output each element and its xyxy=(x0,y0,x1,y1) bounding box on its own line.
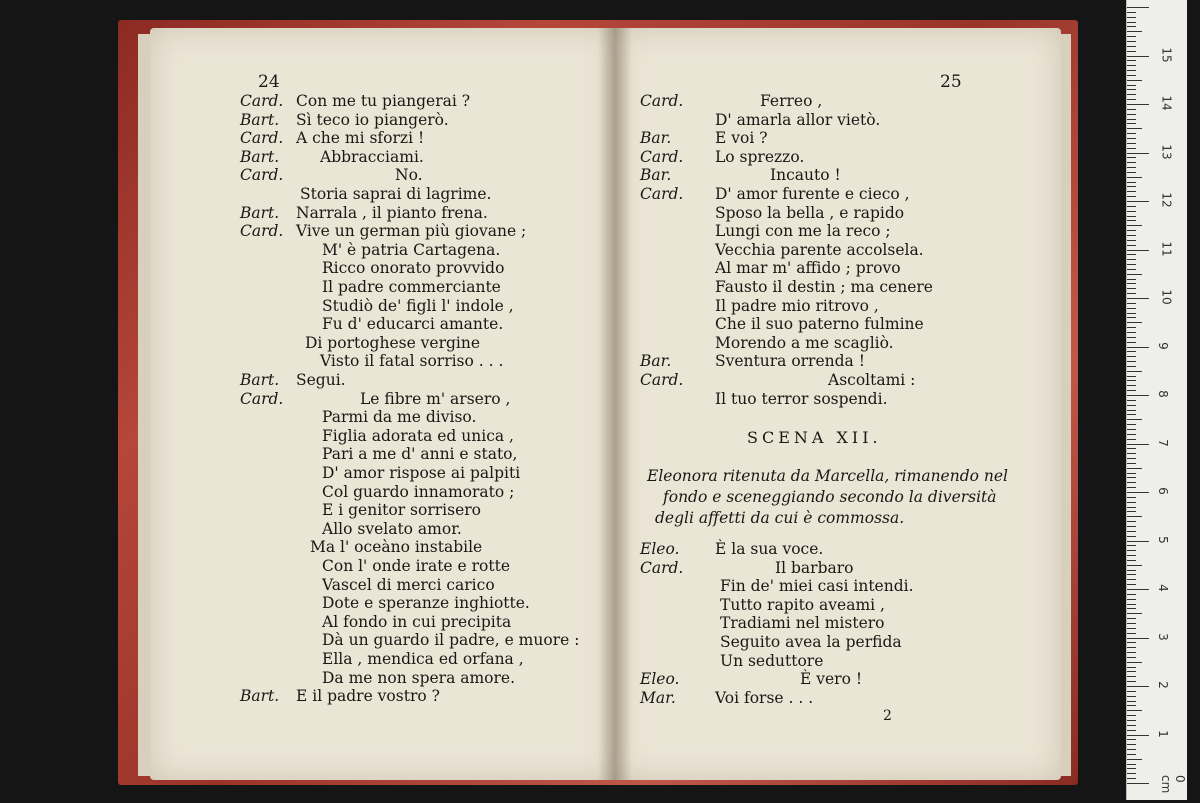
ruler-tick xyxy=(1127,220,1136,221)
ruler-tick xyxy=(1127,764,1136,765)
speaker-label: Card. xyxy=(240,389,284,408)
page-number-right: 25 xyxy=(940,72,962,92)
speaker-label: Eleo. xyxy=(640,670,680,689)
ruler-label: 5 xyxy=(1155,535,1170,544)
ruler-label: 13 xyxy=(1159,143,1174,160)
verse-line: Morendo a me scagliò. xyxy=(715,333,894,352)
ruler-tick xyxy=(1127,710,1142,711)
ruler-tick xyxy=(1127,313,1136,314)
verse-line: Il barbaro xyxy=(775,558,854,577)
stage-direction-line: degli affetti da cui è commossa. xyxy=(655,509,905,527)
verse-line: Allo svelato amor. xyxy=(322,519,462,538)
ruler-tick xyxy=(1127,60,1136,61)
verse-line: Sposo la bella , e rapido xyxy=(715,203,905,222)
ruler-label: 12 xyxy=(1159,192,1174,208)
ruler-tick xyxy=(1127,623,1136,624)
ruler-tick xyxy=(1127,303,1136,304)
ruler-tick xyxy=(1127,604,1136,605)
ruler-tick xyxy=(1127,240,1136,241)
speaker-label: Card. xyxy=(240,222,284,241)
verse-line: Il padre mio ritrovo , xyxy=(715,296,879,315)
ruler-tick xyxy=(1127,317,1136,318)
verse-line: Fin de' miei casi intendi. xyxy=(720,577,914,596)
verse-line: Abbracciami. xyxy=(320,147,424,166)
ruler-tick xyxy=(1127,550,1136,551)
verse-line: Di portoghese vergine xyxy=(305,333,481,352)
ruler-tick xyxy=(1127,162,1136,163)
ruler-tick xyxy=(1127,351,1136,352)
ruler-tick xyxy=(1127,288,1136,289)
ruler-tick xyxy=(1127,473,1136,474)
ruler-tick xyxy=(1127,186,1136,187)
ruler-tick xyxy=(1127,531,1136,532)
speaker-label: Bart. xyxy=(240,203,280,222)
verse-line: Parmi da me diviso. xyxy=(322,408,477,427)
ruler-tick xyxy=(1127,638,1149,639)
ruler-tick xyxy=(1127,589,1149,590)
speaker-label: Bart. xyxy=(240,371,280,389)
ruler-tick xyxy=(1127,254,1136,255)
ruler-tick xyxy=(1127,182,1136,183)
ruler-tick xyxy=(1127,686,1149,687)
speaker-label: Bart. xyxy=(240,110,280,129)
ruler-tick xyxy=(1127,366,1136,367)
ruler-tick xyxy=(1127,502,1136,503)
ruler-tick xyxy=(1127,516,1142,517)
speaker-label: Eleo. xyxy=(640,540,680,558)
ruler-tick xyxy=(1127,705,1136,706)
ruler-tick xyxy=(1127,17,1136,18)
ruler-tick xyxy=(1127,768,1136,769)
ruler-tick xyxy=(1127,201,1149,202)
ruler-tick xyxy=(1127,322,1142,323)
verse-line: No. xyxy=(395,166,423,185)
ruler-tick xyxy=(1127,211,1136,212)
ruler-tick xyxy=(1127,70,1136,71)
verse-line: Ferreo , xyxy=(760,92,823,110)
ruler-tick xyxy=(1127,225,1142,226)
ruler-tick xyxy=(1127,628,1136,629)
measuring-ruler xyxy=(1126,0,1187,800)
verse-line: D' amor rispose ai palpiti xyxy=(322,464,521,482)
verse-line: Storia saprai di lagrime. xyxy=(300,185,492,203)
ruler-tick xyxy=(1127,196,1136,197)
ruler-tick xyxy=(1127,148,1136,149)
ruler-tick xyxy=(1127,633,1136,634)
ruler-tick xyxy=(1127,754,1136,755)
ruler-tick xyxy=(1127,448,1136,449)
ruler-tick xyxy=(1127,361,1136,362)
ruler-tick xyxy=(1127,308,1136,309)
speaker-label: Bar. xyxy=(640,129,672,148)
ruler-tick xyxy=(1127,579,1136,580)
ruler-tick xyxy=(1127,414,1136,415)
ruler-tick xyxy=(1127,560,1136,561)
ruler-tick xyxy=(1127,410,1136,411)
ruler-tick xyxy=(1127,778,1136,779)
verse-line: Fausto il destin ; ma cenere xyxy=(715,278,933,296)
ruler-label: 9 xyxy=(1155,341,1170,350)
ruler-tick xyxy=(1127,337,1136,338)
verse-line: Vecchia parente accolsela. xyxy=(715,240,924,259)
ruler-tick xyxy=(1127,274,1142,275)
ruler-label: 2 xyxy=(1155,681,1170,689)
ruler-tick xyxy=(1127,235,1136,236)
speaker-label: Card. xyxy=(640,147,684,166)
ruler-tick xyxy=(1127,652,1136,653)
verse-line: Narrala , il pianto frena. xyxy=(296,203,488,222)
ruler-label: 7 xyxy=(1155,438,1170,447)
verse-line: M' è patria Cartagena. xyxy=(322,240,501,259)
page-number-left: 24 xyxy=(258,72,280,92)
ruler-tick xyxy=(1127,487,1136,488)
scene-title: SCENA XII. xyxy=(747,428,882,447)
ruler-tick xyxy=(1127,293,1136,294)
verse-line: Pari a me d' anni e stato, xyxy=(322,445,518,464)
ruler-tick xyxy=(1127,356,1136,357)
verse-line: Seguito avea la perfida xyxy=(720,633,902,651)
book-gutter xyxy=(598,28,632,780)
verse-line: Ascoltami : xyxy=(828,371,916,389)
ruler-tick xyxy=(1127,298,1149,299)
ruler-tick xyxy=(1127,26,1136,27)
ruler-tick xyxy=(1127,85,1136,86)
ruler-tick xyxy=(1127,545,1136,546)
ruler-tick xyxy=(1127,279,1136,280)
verse-line: Lo sprezzo. xyxy=(715,147,805,166)
verse-line: A che mi sforzi ! xyxy=(296,129,425,148)
speaker-label: Card. xyxy=(240,129,284,148)
verse-line: E i genitor sorrisero xyxy=(322,501,481,520)
ruler-tick xyxy=(1127,41,1136,42)
ruler-tick xyxy=(1127,157,1136,158)
ruler-tick xyxy=(1127,429,1136,430)
verse-line: E il padre vostro ? xyxy=(296,687,440,706)
verse-line: Voi forse . . . xyxy=(715,688,814,707)
ruler-label: 14 xyxy=(1159,95,1174,111)
verse-line: Il padre commerciante xyxy=(322,278,501,296)
verse-line: D' amor furente e cieco , xyxy=(715,185,910,203)
verse-line: Col guardo innamorato ; xyxy=(322,482,515,501)
speaker-label: Card. xyxy=(640,92,684,110)
ruler-tick xyxy=(1127,730,1136,731)
ruler-tick xyxy=(1127,453,1136,454)
ruler-label: 0 cm xyxy=(1159,775,1187,794)
speaker-label: Card. xyxy=(240,92,284,110)
ruler-tick xyxy=(1127,434,1136,435)
verse-line: È la sua voce. xyxy=(715,540,824,558)
verse-line: Vascel di merci carico xyxy=(322,575,495,594)
ruler-tick xyxy=(1127,599,1136,600)
verse-line: Le fibre m' arsero , xyxy=(360,389,511,408)
ruler-tick xyxy=(1127,138,1136,139)
ruler-tick xyxy=(1127,618,1136,619)
ruler-tick xyxy=(1127,676,1136,677)
speaker-label: Card. xyxy=(240,166,284,185)
ruler-tick xyxy=(1127,526,1136,527)
speaker-label: Card. xyxy=(640,185,684,203)
right-page-edges xyxy=(1061,34,1071,776)
verse-line: Al mar m' affido ; provo xyxy=(715,259,901,278)
ruler-tick xyxy=(1127,521,1136,522)
ruler-tick xyxy=(1127,172,1136,173)
ruler-tick xyxy=(1127,99,1136,100)
ruler-tick xyxy=(1127,123,1136,124)
verse-line: Ma l' oceàno instabile xyxy=(310,538,483,557)
verse-line: Con me tu piangerai ? xyxy=(296,92,471,110)
verse-line: Tradiami nel mistero xyxy=(720,614,885,633)
verse-line: Incauto ! xyxy=(770,166,841,185)
ruler-tick xyxy=(1127,667,1136,668)
verse-line: Da me non spera amore. xyxy=(322,668,516,687)
ruler-tick xyxy=(1127,594,1136,595)
ruler-tick xyxy=(1127,104,1149,105)
ruler-tick xyxy=(1127,536,1136,537)
ruler-tick xyxy=(1127,497,1136,498)
verse-line: Visto il fatal sorriso . . . xyxy=(320,352,504,371)
ruler-tick xyxy=(1127,259,1136,260)
ruler-tick xyxy=(1127,691,1136,692)
ruler-tick xyxy=(1127,463,1136,464)
speaker-label: Card. xyxy=(640,558,684,577)
speaker-label: Card. xyxy=(640,371,684,389)
ruler-tick xyxy=(1127,725,1136,726)
ruler-tick xyxy=(1127,31,1142,32)
ruler-tick xyxy=(1127,720,1136,721)
speaker-label: Bart. xyxy=(240,147,280,166)
ruler-tick xyxy=(1127,376,1136,377)
ruler-tick xyxy=(1127,424,1136,425)
ruler-tick xyxy=(1127,671,1136,672)
ruler-tick xyxy=(1127,114,1136,115)
ruler-tick xyxy=(1127,7,1149,8)
ruler-tick xyxy=(1127,565,1142,566)
verse-line: Dote e speranze inghiotte. xyxy=(322,594,530,613)
ruler-tick xyxy=(1127,177,1142,178)
ruler-tick xyxy=(1127,657,1136,658)
ruler-tick xyxy=(1127,133,1136,134)
verse-line: E voi ? xyxy=(715,129,768,148)
ruler-tick xyxy=(1127,167,1136,168)
ruler-tick xyxy=(1127,773,1136,774)
ruler-tick xyxy=(1127,482,1136,483)
ruler-tick xyxy=(1127,511,1136,512)
ruler-tick xyxy=(1127,51,1136,52)
ruler-tick xyxy=(1127,380,1136,381)
speaker-label: Mar. xyxy=(640,688,676,707)
ruler-label: 6 xyxy=(1155,487,1170,495)
ruler-tick xyxy=(1127,405,1136,406)
signature-mark: 2 xyxy=(883,708,892,724)
ruler-tick xyxy=(1127,119,1136,120)
ruler-tick xyxy=(1127,230,1136,231)
ruler-tick xyxy=(1127,269,1136,270)
ruler-tick xyxy=(1127,75,1136,76)
ruler-tick xyxy=(1127,735,1149,736)
ruler-tick xyxy=(1127,608,1136,609)
verse-line: Lungi con me la reco ; xyxy=(715,222,891,241)
ruler-tick xyxy=(1127,749,1136,750)
ruler-label: 3 xyxy=(1155,632,1170,641)
ruler-tick xyxy=(1127,696,1136,697)
ruler-tick xyxy=(1127,89,1136,90)
ruler-tick xyxy=(1127,12,1136,13)
verse-line: Il tuo terror sospendi. xyxy=(715,389,888,408)
verse-line: Segui. xyxy=(296,371,346,389)
ruler-tick xyxy=(1127,250,1149,251)
ruler-tick xyxy=(1127,541,1149,542)
verse-line: Studiò de' figli l' indole , xyxy=(322,296,514,315)
ruler-tick xyxy=(1127,216,1136,217)
verse-line: Con l' onde irate e rotte xyxy=(322,557,510,575)
ruler-tick xyxy=(1127,56,1149,57)
ruler-tick xyxy=(1127,419,1142,420)
speaker-label: Bar. xyxy=(640,166,672,185)
ruler-tick xyxy=(1127,385,1136,386)
ruler-tick xyxy=(1127,390,1136,391)
ruler-tick xyxy=(1127,642,1136,643)
ruler-tick xyxy=(1127,395,1149,396)
verse-line: Vive un german più giovane ; xyxy=(296,222,527,241)
verse-line: Ella , mendica ed orfana , xyxy=(322,650,524,668)
ruler-tick xyxy=(1127,739,1136,740)
ruler-tick xyxy=(1127,143,1136,144)
verse-line: È vero ! xyxy=(800,670,863,689)
ruler-tick xyxy=(1127,662,1142,663)
ruler-tick xyxy=(1127,477,1136,478)
ruler-tick xyxy=(1127,570,1136,571)
ruler-tick xyxy=(1127,264,1136,265)
right-page xyxy=(615,28,1061,780)
verse-line: Che il suo paterno fulmine xyxy=(715,315,924,334)
ruler-tick xyxy=(1127,153,1149,154)
ruler-tick xyxy=(1127,109,1136,110)
verse-line: Sì teco io piangerò. xyxy=(296,110,449,129)
left-page-edges xyxy=(138,34,150,776)
ruler-tick xyxy=(1127,439,1136,440)
ruler-tick xyxy=(1127,22,1136,23)
verse-line: Sventura orrenda ! xyxy=(715,352,865,371)
ruler-tick xyxy=(1127,759,1142,760)
verse-line: Tutto rapito aveami , xyxy=(720,595,885,614)
ruler-tick xyxy=(1127,342,1136,343)
ruler-tick xyxy=(1127,468,1142,469)
ruler-tick xyxy=(1127,647,1136,648)
ruler-tick xyxy=(1127,283,1136,284)
ruler-tick xyxy=(1127,65,1136,66)
ruler-tick xyxy=(1127,94,1136,95)
verse-line: D' amarla allor vietò. xyxy=(715,110,881,129)
ruler-tick xyxy=(1127,507,1136,508)
ruler-label: 4 xyxy=(1155,584,1170,592)
ruler-tick xyxy=(1127,744,1136,745)
ruler-tick xyxy=(1127,245,1136,246)
ruler-label: 1 xyxy=(1155,729,1170,738)
ruler-tick xyxy=(1127,458,1136,459)
ruler-tick xyxy=(1127,128,1142,129)
ruler-tick xyxy=(1127,80,1142,81)
ruler-tick xyxy=(1127,715,1136,716)
ruler-tick xyxy=(1127,347,1149,348)
ruler-tick xyxy=(1127,681,1136,682)
left-page xyxy=(150,28,615,780)
ruler-label: 11 xyxy=(1159,240,1174,257)
ruler-tick xyxy=(1127,574,1136,575)
verse-line: Figlia adorata ed unica , xyxy=(322,426,514,445)
ruler-tick xyxy=(1127,783,1149,784)
ruler-tick xyxy=(1127,444,1149,445)
speaker-label: Bar. xyxy=(640,352,672,371)
ruler-tick xyxy=(1127,584,1136,585)
ruler-tick xyxy=(1127,36,1136,37)
ruler-tick xyxy=(1127,46,1136,47)
stage-direction-line: fondo e sceneggiando secondo la diversità xyxy=(663,488,997,506)
ruler-tick xyxy=(1127,371,1142,372)
ruler-tick xyxy=(1127,555,1136,556)
ruler-tick xyxy=(1127,701,1136,702)
verse-line: Un seduttore xyxy=(720,651,824,670)
verse-line: Dà un guardo il padre, e muore : xyxy=(322,631,580,650)
verse-line: Al fondo in cui precipita xyxy=(322,612,512,631)
ruler-tick xyxy=(1127,191,1136,192)
ruler-tick xyxy=(1127,613,1142,614)
ruler-label: 15 xyxy=(1159,46,1174,63)
verse-line: Fu d' educarci amante. xyxy=(322,315,504,334)
ruler-tick xyxy=(1127,332,1136,333)
stage-direction-line: Eleonora ritenuta da Marcella, rimanendo nel xyxy=(647,467,1009,485)
verse-line: Ricco onorato provvido xyxy=(322,259,505,278)
ruler-tick xyxy=(1127,400,1136,401)
ruler-label: 8 xyxy=(1155,390,1170,398)
ruler-label: 10 xyxy=(1159,289,1174,305)
speaker-label: Bart. xyxy=(240,687,280,706)
ruler-tick xyxy=(1127,327,1136,328)
ruler-tick xyxy=(1127,492,1149,493)
ruler-tick xyxy=(1127,206,1136,207)
